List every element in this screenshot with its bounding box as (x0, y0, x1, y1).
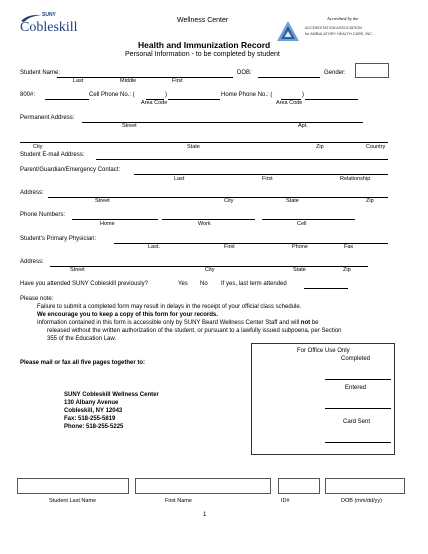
page-number: 1 (203, 512, 207, 518)
physician-first-caption: First (224, 244, 235, 250)
footer-first-name-caption: First Name (165, 498, 192, 504)
note-line2: We encourage you to keep a copy of this form for your records. (37, 312, 218, 318)
attended-yes-option[interactable]: Yes (178, 281, 188, 287)
physician-address-label: Address: (20, 259, 44, 265)
last-term-input[interactable] (304, 288, 348, 289)
office-use-label: For Office Use Only (297, 348, 350, 354)
physician-state-caption: State (293, 267, 306, 273)
guardian-cell-phone-input[interactable] (262, 219, 355, 220)
note-heading: Please note: (20, 296, 54, 302)
mail-org: SUNY Cobleskill Wellness Center (64, 392, 159, 398)
accred-line2: for AMBULATORY HEALTH CARE, INC. (305, 32, 374, 36)
page-title: Health and Immunization Record (138, 40, 271, 50)
cell-caption: Cell (297, 221, 307, 227)
cell-area-code-caption: Area Code (141, 100, 168, 106)
perm-address-label: Permanent Address: (20, 115, 75, 121)
logo-name-text: Cobleskill (20, 20, 78, 35)
office-completed-label: Completed (341, 356, 371, 362)
guardian-address-label: Address: (20, 190, 44, 196)
attended-no-option[interactable]: No (200, 281, 208, 287)
phone-numbers-label: Phone Numbers: (20, 212, 66, 218)
mail-fax: Fax: 518-255-5819 (64, 416, 116, 422)
center-label: Wellness Center (177, 17, 229, 24)
cell-phone-label: Cell Phone No.: ( (89, 92, 135, 98)
footer-id-input[interactable] (278, 478, 320, 494)
gender-label: Gender: (324, 70, 346, 76)
home-phone-label: Home Phone No.: ( (221, 92, 273, 98)
note-line5: 355 of the Education Law. (47, 336, 117, 342)
mail-phone: Phone: 518-255-5225 (64, 424, 124, 430)
middle-caption: Middle (120, 78, 137, 84)
mail-instruction: Please mail or fax all five pages together to: (20, 360, 146, 366)
page-subtitle: Personal Information - to be completed by student (125, 51, 280, 58)
perm-city-input[interactable] (20, 142, 388, 143)
office-use-box (251, 343, 395, 455)
physician-label: Student's Primary Physician: (20, 236, 97, 242)
footer-last-name-input[interactable] (17, 478, 129, 494)
email-input[interactable] (96, 159, 388, 160)
perm-state-caption: State (187, 144, 200, 150)
home-paren-close: ) (302, 92, 304, 98)
accred-line1: ACCREDITATION ASSOCIATION (305, 26, 362, 30)
guardian-first-caption: First (262, 176, 273, 182)
footer-first-name-input[interactable] (135, 478, 271, 494)
id-800-input[interactable] (45, 99, 89, 100)
footer-last-name-caption: Student Last Name (49, 498, 97, 504)
home-caption: Home (100, 221, 115, 227)
guardian-relationship-caption: Relationship (340, 176, 371, 182)
physician-city-caption: City (205, 267, 215, 273)
guardian-label: Parent/Guardian/Emergency Contact: (20, 167, 121, 173)
note-line1: Failure to submit a completed form may result in delays in the receipt of your official class schedule. (37, 304, 302, 310)
guardian-home-phone-input[interactable] (72, 219, 158, 220)
guardian-last-caption: Last (174, 176, 185, 182)
home-area-code-caption: Area Code (276, 100, 303, 106)
perm-apt-caption: Apt. (298, 123, 308, 129)
logo-suny-text: SUNY (42, 12, 56, 18)
gender-input[interactable] (355, 63, 389, 78)
physician-fax-caption: Fax (344, 244, 354, 250)
office-card-sent-input[interactable] (325, 442, 391, 443)
work-caption: Work (198, 221, 211, 227)
footer-dob-input[interactable] (325, 478, 405, 494)
physician-street-caption: Street (70, 267, 85, 273)
mail-street: 130 Albany Avenue (64, 400, 119, 406)
footer-id-caption: ID# (281, 498, 290, 504)
guardian-input[interactable] (134, 174, 388, 175)
cell-phone-input[interactable] (168, 99, 220, 100)
dob-label: DOB: (237, 70, 252, 76)
guardian-work-phone-input[interactable] (162, 219, 255, 220)
note-line3c: be (310, 320, 319, 326)
mail-city: Cobleskill, NY 12043 (64, 408, 123, 414)
guardian-zip-caption: Zip (366, 198, 374, 204)
guardian-state-caption: State (286, 198, 299, 204)
note-line3 (37, 320, 318, 326)
office-card-sent-label: Card Sent (343, 419, 371, 425)
id-800-label: 800#: (20, 92, 36, 98)
first-caption: First (172, 78, 183, 84)
note-line3a: Information contained in this form is accessible only by SUNY Beard Wellness Center Staff and will (37, 320, 301, 326)
physician-zip-caption: Zip (343, 267, 351, 273)
email-label: Student E-mail Address: (20, 152, 85, 158)
office-entered-label: Entered (345, 385, 367, 391)
note-line3-not: not (300, 320, 311, 326)
accreditation-triangle-icon (276, 20, 300, 42)
attended-question: Have you attended SUNY Cobleskill previously? (20, 281, 148, 287)
physician-last-caption: Last. (148, 244, 160, 250)
physician-phone-caption: Phone (292, 244, 308, 250)
guardian-city-caption: City (224, 198, 234, 204)
guardian-street-caption: Street (95, 198, 110, 204)
accred-label: Accredited by the (327, 16, 359, 21)
last-caption: Last (73, 78, 84, 84)
perm-street-caption: Street (122, 123, 137, 129)
last-term-label: If yes, last term attended (221, 281, 287, 287)
office-completed-input[interactable] (325, 379, 391, 380)
footer-dob-caption: DOB (mm/dd/yy) (341, 498, 382, 504)
office-entered-input[interactable] (325, 408, 391, 409)
perm-zip-caption: Zip (316, 144, 324, 150)
home-phone-input[interactable] (305, 99, 358, 100)
dob-input[interactable] (258, 77, 320, 78)
student-name-label: Student Name: (20, 70, 61, 76)
perm-country-caption: Country (366, 144, 386, 150)
cell-paren-close: ) (165, 92, 167, 98)
perm-city-caption: City (33, 144, 43, 150)
note-line4: released without the written authorization of the student, or pursuant to a lawfully issued subpoena, per Section (47, 328, 342, 334)
